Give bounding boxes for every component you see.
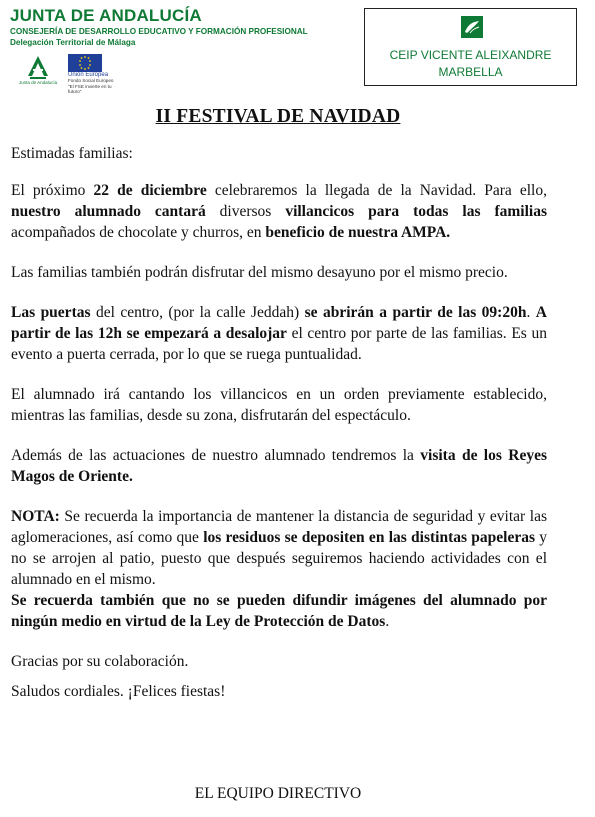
eu-flag-icon: [68, 54, 102, 72]
bold-text: beneficio de nuestra AMPA.: [265, 224, 451, 241]
bold-text: Se recuerda también que no se pueden difundir imágenes del alumnado por ningún medio en virtud de la Ley de Protección de Datos: [11, 592, 547, 630]
paragraph-date: [11, 180, 547, 243]
text-run: acompañados de chocolate y churros, en: [11, 224, 266, 241]
letter-body: [11, 143, 547, 702]
text-run: del centro, (por la calle Jeddah): [90, 304, 305, 321]
text-run: diversos: [205, 203, 286, 220]
bold-text: 22 de diciembre: [93, 182, 207, 199]
thanks-line: Gracias por su colaboración.: [11, 653, 189, 670]
text-run: .: [385, 613, 390, 630]
farewell-line: Saludos cordiales. ¡Felices fiestas!: [11, 683, 226, 700]
eu-logo: [68, 54, 118, 95]
junta-logo-caption: Junta de Andalucía: [18, 80, 58, 85]
bold-text: nuestro alumnado cantará: [11, 203, 206, 220]
eu-caption: [68, 73, 118, 95]
paragraph-kings: [11, 445, 547, 487]
bold-text: villancicos para todas las familias: [285, 203, 547, 220]
org-title: JUNTA DE ANDALUCÍA: [10, 6, 202, 25]
greeting: Estimadas familias:: [11, 145, 133, 162]
text-run: El próximo: [11, 182, 94, 199]
page-title: II FESTIVAL DE NAVIDAD: [155, 106, 401, 127]
bold-text: NOTA:: [11, 508, 60, 525]
text-run: Las familias también podrán disfrutar del mismo desayuno por el mismo precio.: [11, 264, 508, 281]
text-run: Además de las actuaciones de nuestro alumnado tendremos la: [11, 447, 421, 464]
bold-text: Las puertas: [11, 304, 91, 321]
paragraph-schedule: [11, 302, 547, 365]
letterhead: [10, 6, 330, 48]
text-run: .: [526, 304, 536, 321]
eu-fund: Fondo Social Europeo: [68, 78, 114, 84]
bold-text: visita de los Reyes Magos de Oriente.: [11, 447, 547, 485]
school-name-line2: MARBELLA: [438, 65, 503, 79]
text-run: Se recuerda la importancia de mantener la distancia de seguridad y evitar las aglomeraciones, así como que: [11, 508, 547, 546]
school-box: [364, 8, 577, 86]
paragraph-note: [11, 506, 547, 590]
text-run: El alumnado irá cantando los villancicos en un orden previamente establecido, mientras las familias, desde su zona, disfrutarán del espectáculo.: [11, 386, 547, 424]
school-name: [365, 47, 576, 81]
school-logo-icon: [461, 16, 483, 38]
eu-name: Unión Europea: [68, 72, 109, 78]
paragraph-breakfast: [11, 262, 547, 283]
bold-text: los residuos se depositen en las distintas papeleras: [203, 529, 535, 546]
department-name: CONSEJERÍA DE DESARROLLO EDUCATIVO Y FORMACIÓN PROFESIONAL: [10, 27, 308, 36]
text-run: celebraremos la llegada de la Navidad. Para ello,: [206, 182, 547, 199]
delegation-name: Delegación Territorial de Málaga: [10, 38, 136, 47]
signature: EL EQUIPO DIRECTIVO: [194, 785, 362, 802]
school-name-line1: CEIP VICENTE ALEIXANDRE: [389, 48, 552, 62]
eu-motto: "El FSE invierte en tu futuro": [68, 83, 112, 95]
paragraph-privacy: [11, 590, 547, 632]
text-run: el centro por parte de las familias. Es un evento a puerta cerrada, por lo que se ruega puntualidad.: [11, 325, 547, 363]
text-run: y no se arrojen al patio, puesto que después seguiremos haciendo actividades con el alumnado en el mismo.: [11, 529, 548, 588]
bold-text: A partir de las 12h se empezará a desalojar: [11, 304, 547, 342]
logos-row: [10, 54, 120, 95]
paragraph-performance: [11, 384, 547, 426]
bold-text: se abrirán a partir de las 09:20h: [304, 304, 527, 321]
